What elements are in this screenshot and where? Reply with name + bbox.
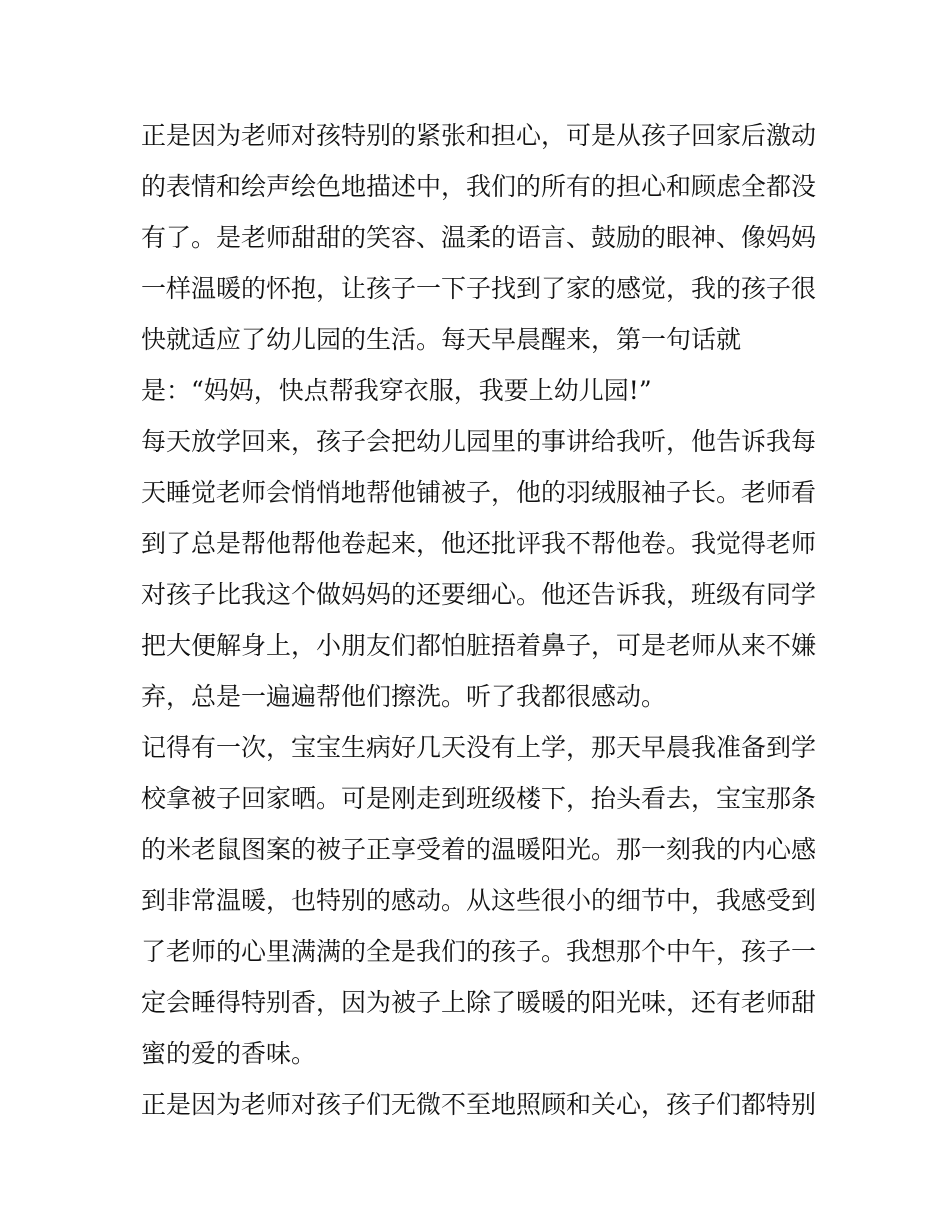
text-line: 一样温暖的怀抱，让孩子一下子找到了家的感觉，我的孩子很 [141,274,817,303]
text-line: 把大便解身上，小朋友们都怕脏捂着鼻子，可是老师从来不嫌 [141,631,817,660]
text-line: 每天放学回来，孩子会把幼儿园里的事讲给我听，他告诉我每 [141,427,817,456]
text-line: 快就适应了幼儿园的生活。每天早晨醒来，第一句话就 [141,325,742,354]
text-line: 弃，总是一遍遍帮他们擦洗。听了我都很感动。 [141,682,667,711]
text-line: 到非常温暖，也特别的感动。从这些很小的细节中，我感受到 [141,886,817,915]
text-line: 有了。是老师甜甜的笑容、温柔的语言、鼓励的眼神、像妈妈 [141,223,817,252]
text-line: 正是因为老师对孩特别的紧张和担心，可是从孩子回家后激动 [141,121,817,150]
text-line: 正是因为老师对孩子们无微不至地照顾和关心，孩子们都特别 [141,1090,817,1119]
text-line: 的米老鼠图案的被子正享受着的温暖阳光。那一刻我的内心感 [141,835,817,864]
body-text [141,110,821,1130]
text-line: 天睡觉老师会悄悄地帮他铺被子，他的羽绒服袖子长。老师看 [141,478,817,507]
text-line: 定会睡得特别香，因为被子上除了暖暖的阳光味，还有老师甜 [141,988,817,1017]
text-line: 到了总是帮他帮他卷起来，他还批评我不帮他卷。我觉得老师 [141,529,817,558]
text-line: 校拿被子回家晒。可是刚走到班级楼下，抬头看去，宝宝那条 [141,784,817,813]
text-line: 的表情和绘声绘色地描述中，我们的所有的担心和顾虑全都没 [141,172,817,201]
text-line: 了老师的心里满满的全是我们的孩子。我想那个中午，孩子一 [141,937,817,966]
text-line: 是：“妈妈，快点帮我穿衣服，我要上幼儿园!” [141,376,652,405]
text-line: 记得有一次，宝宝生病好几天没有上学，那天早晨我准备到学 [141,733,817,762]
text-line: 对孩子比我这个做妈妈的还要细心。他还告诉我，班级有同学 [141,580,817,609]
text-line: 蜜的爱的香味。 [141,1039,317,1068]
